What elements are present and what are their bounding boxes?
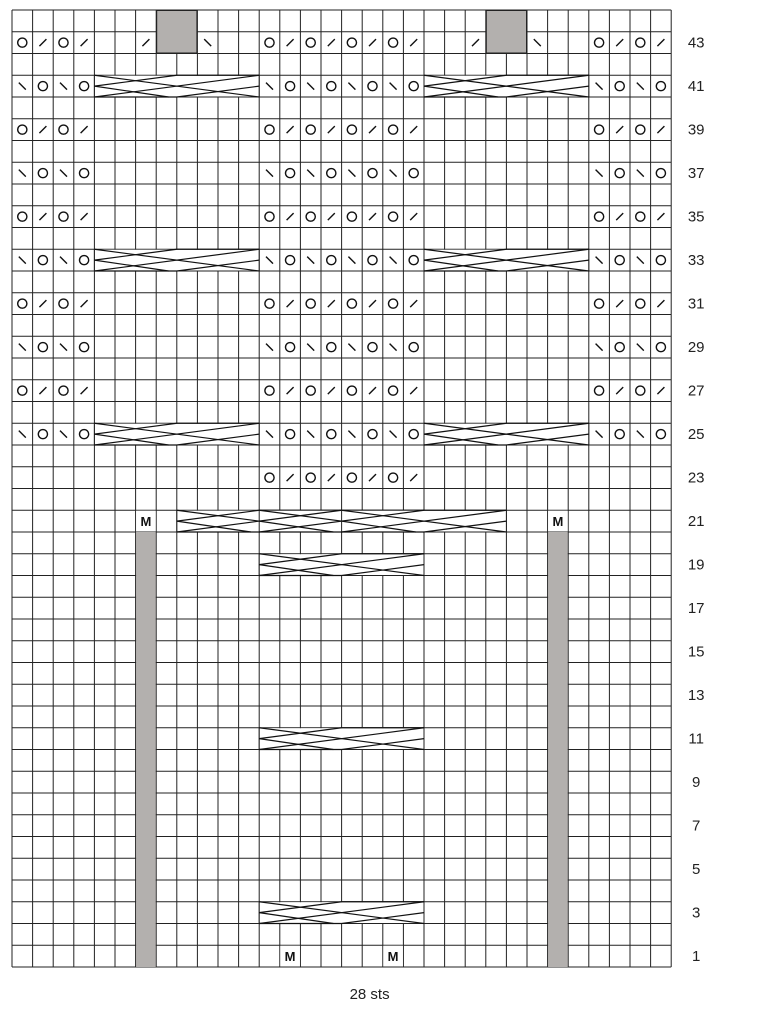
no-stitch-bar	[548, 532, 568, 967]
no-stitch-block	[157, 11, 197, 54]
row-number-label: 33	[687, 252, 705, 270]
marker-label: M	[552, 514, 564, 530]
row-number-label: 27	[687, 382, 705, 400]
row-number-label: 23	[687, 469, 705, 487]
row-number-label: 5	[692, 861, 701, 879]
row-number-label: 43	[687, 34, 705, 52]
row-number-label: 3	[692, 904, 701, 922]
marker-label: M	[284, 949, 296, 965]
marker-label: M	[140, 514, 152, 530]
row-number-label: 37	[687, 165, 705, 183]
row-number-label: 25	[687, 426, 705, 444]
no-stitch-block	[486, 11, 526, 54]
stitch-count-label: 28 sts	[349, 986, 390, 1003]
row-number-label: 1	[692, 948, 701, 966]
marker-label: M	[387, 949, 399, 965]
row-number-label: 7	[692, 817, 701, 835]
row-number-label: 31	[687, 295, 705, 313]
row-number-label: 29	[687, 339, 705, 357]
row-number-label: 21	[687, 513, 705, 531]
row-number-label: 35	[687, 208, 705, 226]
row-number-label: 17	[687, 600, 705, 618]
no-stitch-bar	[136, 532, 156, 967]
row-number-label: 13	[687, 687, 705, 705]
row-number-label: 41	[687, 78, 705, 96]
row-number-label: 19	[687, 556, 705, 574]
row-number-label: 11	[688, 730, 704, 748]
row-number-label: 39	[687, 121, 705, 139]
row-number-label: 9	[692, 774, 701, 792]
row-number-label: 15	[687, 643, 705, 661]
